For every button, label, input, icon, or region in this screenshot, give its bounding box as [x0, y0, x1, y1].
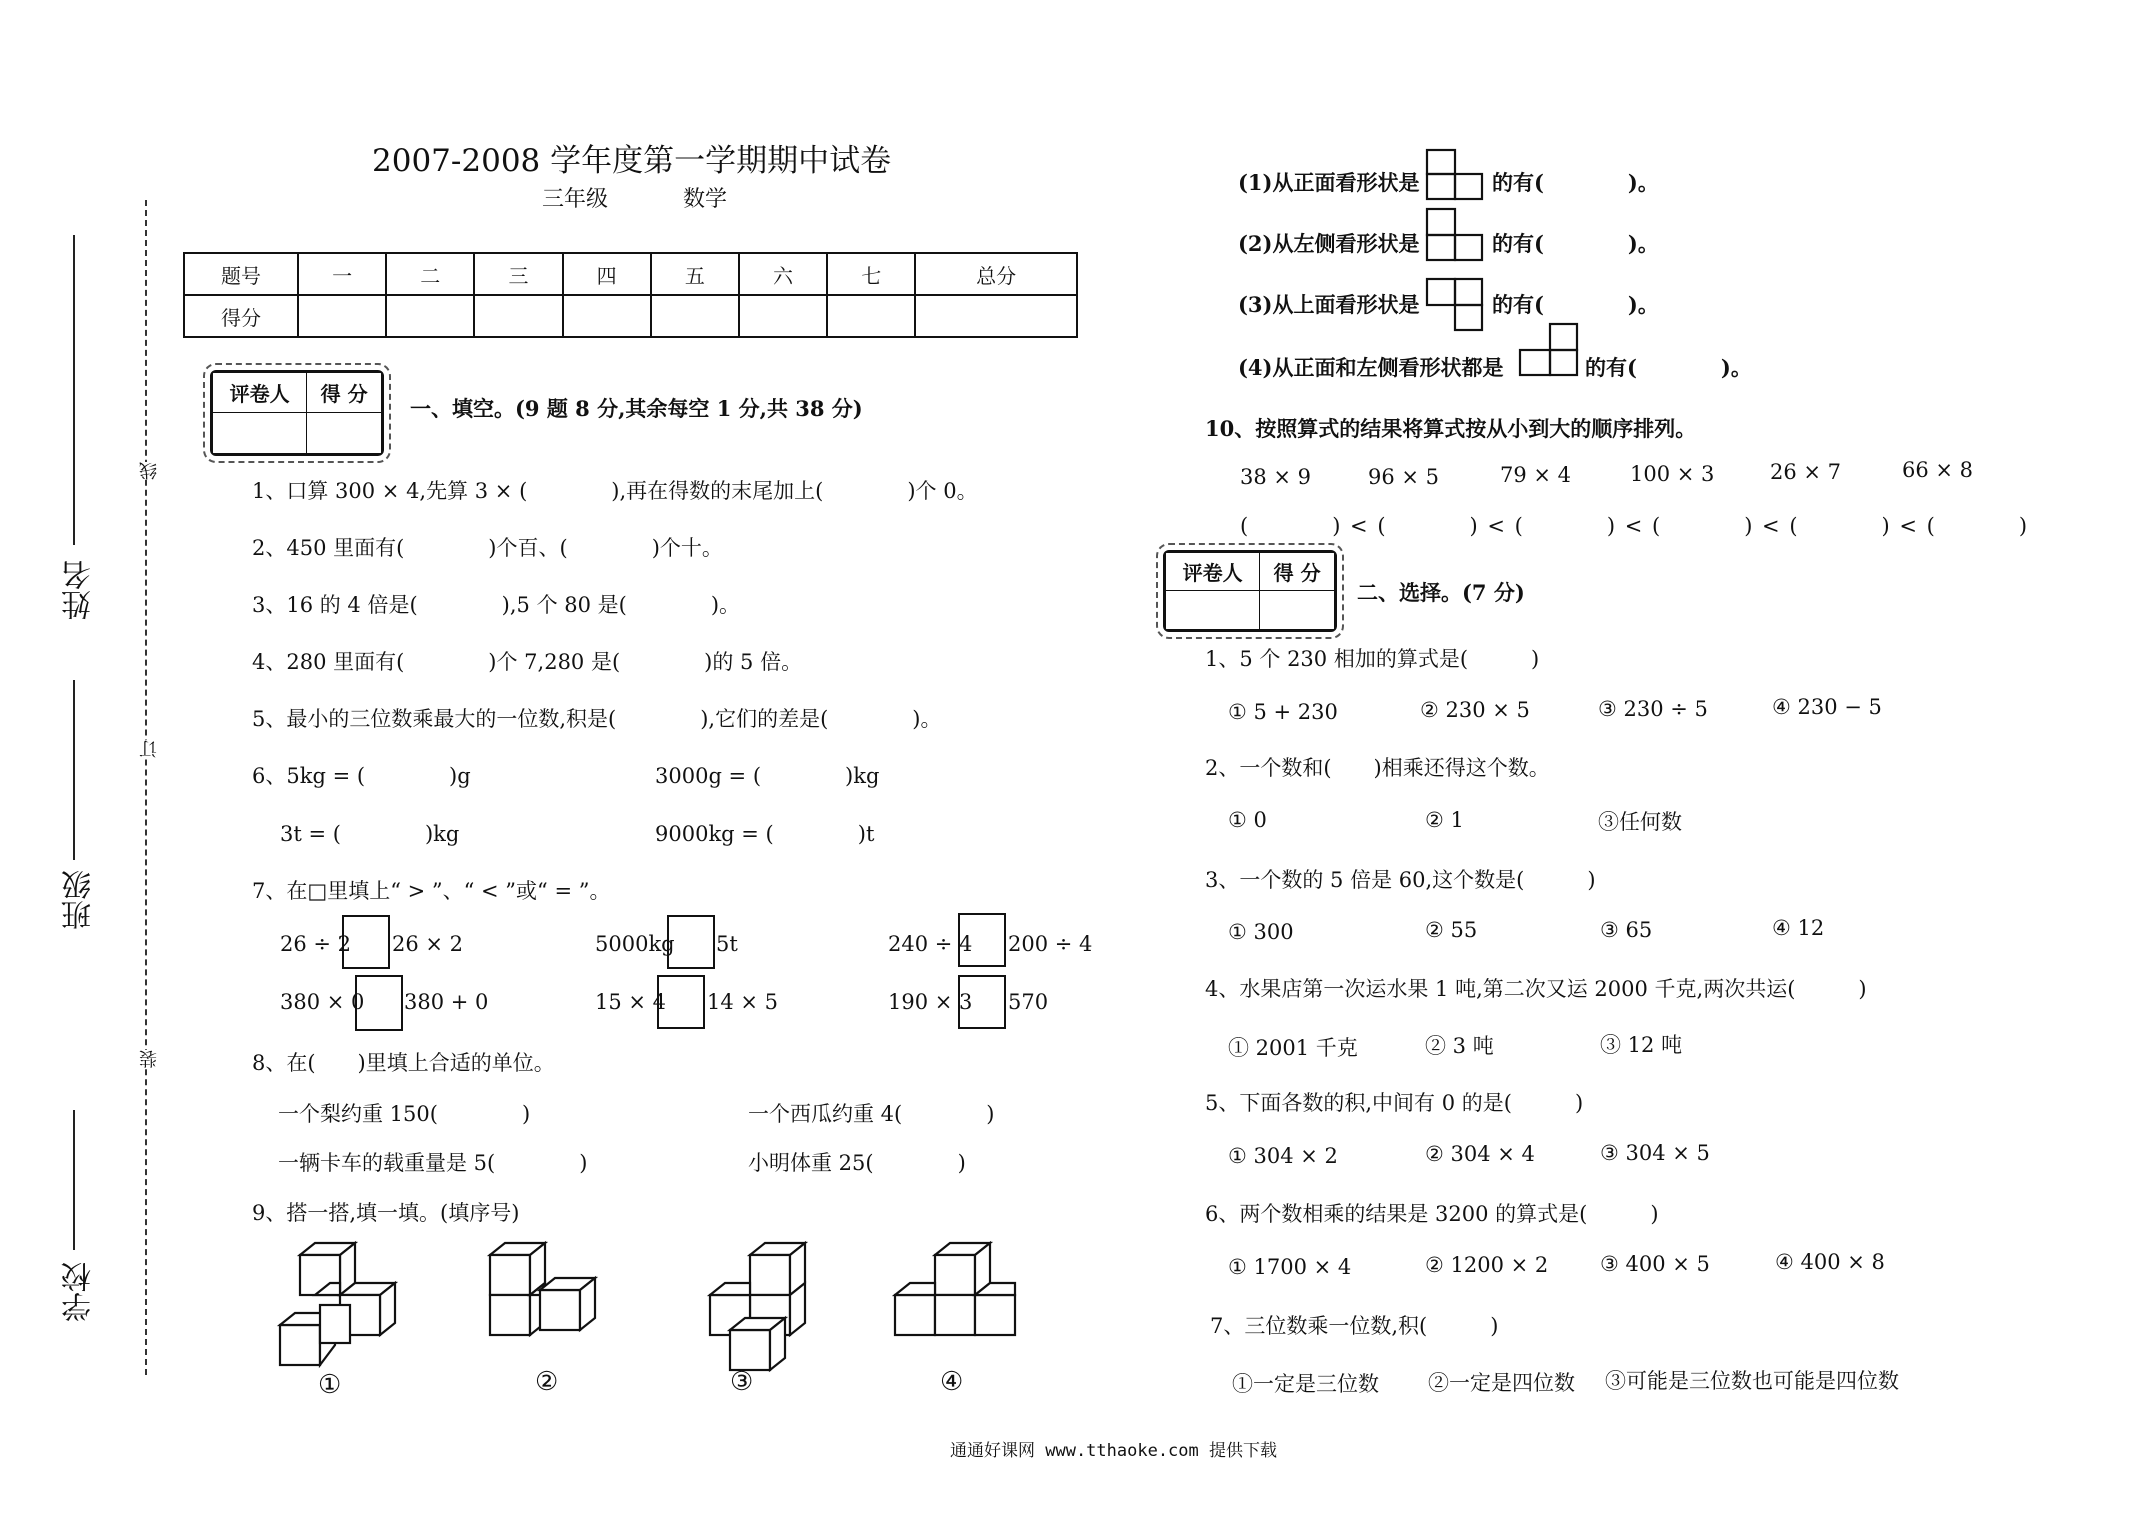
- compare-right: 5t: [716, 932, 738, 956]
- s2-q4: 4、水果店第一次运水果 1 吨,第二次又运 2000 千克,两次共运( ): [1205, 977, 1867, 1001]
- score-table: [183, 252, 1078, 338]
- q10-order-line: ( ) < ( ) < ( ) < ( ) < ( ) < ( ): [1240, 514, 2028, 538]
- score-input-cell[interactable]: [827, 295, 915, 337]
- score-cell: 三: [474, 253, 562, 295]
- name-line: [73, 235, 75, 545]
- q10-item: 38 × 9: [1240, 465, 1312, 489]
- footer-source: 通通好课网 www.tthaoke.com 提供下载: [950, 1441, 1277, 1461]
- grader-box-section1: [210, 370, 384, 456]
- s1-q6d: 9000kg = ( )t: [655, 822, 875, 846]
- s2-q5-opt[interactable]: ② 304 × 4: [1425, 1142, 1535, 1166]
- s1-q6a: 6、5kg = ( )g: [252, 764, 471, 788]
- score-cell: 五: [651, 253, 739, 295]
- shape-side-icon: [1425, 207, 1485, 263]
- s2-q5-opt[interactable]: ③ 304 × 5: [1600, 1141, 1710, 1165]
- cube-figure-1: [270, 1235, 400, 1370]
- q10-item: 96 × 5: [1368, 465, 1440, 489]
- score-input-cell[interactable]: [739, 295, 827, 337]
- q10-item: 79 × 4: [1500, 463, 1572, 487]
- s2-q6-opt[interactable]: ① 1700 × 4: [1228, 1255, 1352, 1279]
- s2-q6-opt[interactable]: ③ 400 × 5: [1600, 1252, 1710, 1276]
- binding-mark-xian: 线: [137, 462, 163, 480]
- s2-q6-opt[interactable]: ④ 400 × 8: [1775, 1250, 1885, 1274]
- q10-text: 10、按照算式的结果将算式按从小到大的顺序排列。: [1205, 416, 1697, 441]
- score-table-score-row: [184, 295, 1077, 337]
- s2-q1-opt[interactable]: ① 5 + 230: [1228, 700, 1338, 724]
- s2-q1-opt[interactable]: ④ 230 − 5: [1772, 695, 1882, 719]
- score-row-label: 得分: [184, 295, 298, 337]
- s2-q3-opt[interactable]: ① 300: [1228, 920, 1294, 944]
- compare-box[interactable]: [667, 915, 715, 969]
- compare-left: 240 ÷ 4: [888, 932, 973, 956]
- compare-left: 5000kg: [595, 932, 675, 956]
- compare-right: 26 × 2: [392, 932, 464, 956]
- compare-left: 190 × 3: [888, 990, 973, 1014]
- s1-q8b: 一个西瓜约重 4( ): [748, 1102, 995, 1126]
- compare-left: 380 × 0: [280, 990, 365, 1014]
- cube-figure-4: [892, 1235, 1022, 1360]
- grader-reviewer-input[interactable]: [1166, 591, 1260, 630]
- s2-q3-opt[interactable]: ④ 12: [1772, 916, 1825, 940]
- compare-right: 380 + 0: [404, 990, 489, 1014]
- binding-mark-zhuang: 装: [137, 1050, 163, 1068]
- s2-q3-opt[interactable]: ② 55: [1425, 918, 1478, 942]
- score-cell: 题号: [184, 253, 298, 295]
- cube-figure-2: [485, 1235, 605, 1360]
- s2-q2-opt[interactable]: ③任何数: [1598, 810, 1682, 834]
- cube-label-2: ②: [535, 1367, 559, 1397]
- s2-q6-opt[interactable]: ② 1200 × 2: [1425, 1253, 1549, 1277]
- page-title: 2007-2008 学年度第一学期期中试卷: [372, 143, 892, 179]
- cube-label-3: ③: [730, 1367, 754, 1397]
- q9-part2-a: (2)从左侧看形状是: [1238, 231, 1420, 256]
- shape-front-icon: [1425, 148, 1485, 202]
- school-label: 学校: [62, 1262, 97, 1322]
- grade-label: 三年级: [542, 187, 609, 212]
- grader-score-label: 得 分: [307, 373, 382, 413]
- s1-q6b: 3000g = ( )kg: [655, 764, 880, 788]
- s2-q5-opt[interactable]: ① 304 × 2: [1228, 1144, 1338, 1168]
- grader-reviewer-label: 评卷人: [213, 373, 307, 413]
- s2-q6: 6、两个数相乘的结果是 3200 的算式是( ): [1205, 1202, 1659, 1226]
- compare-left: 26 ÷ 2: [280, 932, 352, 956]
- q9-part4-a: (4)从正面和左侧看形状都是: [1238, 355, 1504, 380]
- s1-q8: 8、在( )里填上合适的单位。: [252, 1051, 555, 1075]
- section1-heading: 一、填空。(9 题 8 分,其余每空 1 分,共 38 分): [410, 396, 863, 421]
- cube-figure-3: [705, 1235, 825, 1375]
- shape-front-side-icon: [1518, 322, 1580, 378]
- s1-q8d: 小明体重 25( ): [748, 1151, 966, 1175]
- grader-score-input[interactable]: [1260, 591, 1335, 630]
- s2-q3-opt[interactable]: ③ 65: [1600, 918, 1653, 942]
- compare-right: 14 × 5: [707, 990, 779, 1014]
- s1-q1: 1、口算 300 × 4,先算 3 × ( ),再在得数的末尾加上( )个 0。: [252, 479, 978, 503]
- binding-cut-line: [145, 200, 147, 1375]
- score-input-cell[interactable]: [474, 295, 562, 337]
- score-cell: 四: [563, 253, 651, 295]
- s2-q7-opt[interactable]: ③可能是三位数也可能是四位数: [1605, 1369, 1899, 1393]
- s2-q1-opt[interactable]: ③ 230 ÷ 5: [1598, 697, 1708, 721]
- score-cell: 六: [739, 253, 827, 295]
- score-cell: 七: [827, 253, 915, 295]
- q10-item: 66 × 8: [1902, 458, 1974, 482]
- score-input-cell[interactable]: [386, 295, 474, 337]
- score-cell: 二: [386, 253, 474, 295]
- compare-right: 570: [1008, 990, 1049, 1014]
- s2-q3: 3、一个数的 5 倍是 60,这个数是( ): [1205, 868, 1596, 892]
- compare-box[interactable]: [657, 975, 705, 1029]
- s1-q6c: 3t = ( )kg: [280, 822, 460, 846]
- section2-heading: 二、选择。(7 分): [1357, 580, 1525, 605]
- q9-part2-b: 的有( )。: [1492, 231, 1659, 256]
- s2-q1-opt[interactable]: ② 230 × 5: [1420, 698, 1530, 722]
- q10-item: 26 × 7: [1770, 460, 1842, 484]
- score-cell: 一: [298, 253, 386, 295]
- s1-q8c: 一辆卡车的载重量是 5( ): [278, 1151, 588, 1175]
- grader-reviewer-input[interactable]: [213, 413, 307, 454]
- s2-q4-opt[interactable]: ① 2001 千克: [1228, 1036, 1358, 1060]
- class-label: 班级: [62, 870, 97, 930]
- shape-top-icon: [1425, 277, 1485, 333]
- q10-item: 100 × 3: [1630, 462, 1715, 486]
- name-label: 姓名: [62, 560, 97, 620]
- s2-q2: 2、一个数和( )相乘还得这个数。: [1205, 756, 1550, 780]
- s1-q3: 3、16 的 4 倍是( ),5 个 80 是( )。: [252, 593, 741, 617]
- grader-reviewer-label: 评卷人: [1166, 553, 1260, 591]
- s1-q5: 5、最小的三位数乘最大的一位数,积是( ),它们的差是( )。: [252, 707, 942, 731]
- s2-q2-opt[interactable]: ② 1: [1425, 808, 1464, 832]
- compare-box[interactable]: [958, 913, 1006, 967]
- s1-q2: 2、450 里面有( )个百、( )个十。: [252, 536, 723, 560]
- score-input-cell[interactable]: [298, 295, 386, 337]
- grader-score-input[interactable]: [307, 413, 382, 454]
- s1-q8a: 一个梨约重 150( ): [278, 1102, 531, 1126]
- s2-q7-opt[interactable]: ②一定是四位数: [1428, 1371, 1575, 1395]
- binding-mark-ding: 订: [137, 740, 163, 758]
- score-cell: 总分: [915, 253, 1077, 295]
- s2-q4-opt[interactable]: ② 3 吨: [1425, 1034, 1494, 1058]
- s1-q9: 9、搭一搭,填一填。(填序号): [252, 1201, 520, 1225]
- s2-q2-opt[interactable]: ① 0: [1228, 808, 1267, 832]
- score-input-cell[interactable]: [563, 295, 651, 337]
- class-line: [73, 680, 75, 860]
- score-input-cell[interactable]: [651, 295, 739, 337]
- s2-q7-opt[interactable]: ①一定是三位数: [1232, 1372, 1379, 1396]
- q9-part1-b: 的有( )。: [1492, 170, 1659, 195]
- s2-q4-opt[interactable]: ③ 12 吨: [1600, 1033, 1683, 1057]
- q9-part1-a: (1)从正面看形状是: [1238, 170, 1420, 195]
- compare-box[interactable]: [958, 975, 1006, 1029]
- compare-right: 200 ÷ 4: [1008, 932, 1093, 956]
- cube-label-4: ④: [940, 1367, 964, 1397]
- s1-q4: 4、280 里面有( )个 7,280 是( )的 5 倍。: [252, 650, 803, 674]
- compare-box[interactable]: [342, 915, 390, 969]
- q9-part3-b: 的有( )。: [1492, 292, 1659, 317]
- cube-label-1: ①: [318, 1370, 342, 1400]
- school-line: [73, 1110, 75, 1250]
- s2-q7: 7、三位数乘一位数,积( ): [1210, 1314, 1499, 1338]
- q9-part4-b: 的有( )。: [1585, 355, 1752, 380]
- compare-box[interactable]: [355, 975, 403, 1031]
- s2-q5: 5、下面各数的积,中间有 0 的是( ): [1205, 1091, 1584, 1115]
- s2-q1: 1、5 个 230 相加的算式是( ): [1205, 647, 1540, 671]
- s1-q7: 7、在□里填上“ > ”、“ < ”或“ = ”。: [252, 879, 611, 903]
- subject-label: 数学: [683, 187, 728, 212]
- grader-box-section2: [1163, 550, 1337, 632]
- q9-part3-a: (3)从上面看形状是: [1238, 292, 1420, 317]
- grader-score-label: 得 分: [1260, 553, 1335, 591]
- score-table-header-row: [184, 253, 1077, 295]
- compare-left: 15 × 4: [595, 990, 667, 1014]
- score-input-cell[interactable]: [915, 295, 1077, 337]
